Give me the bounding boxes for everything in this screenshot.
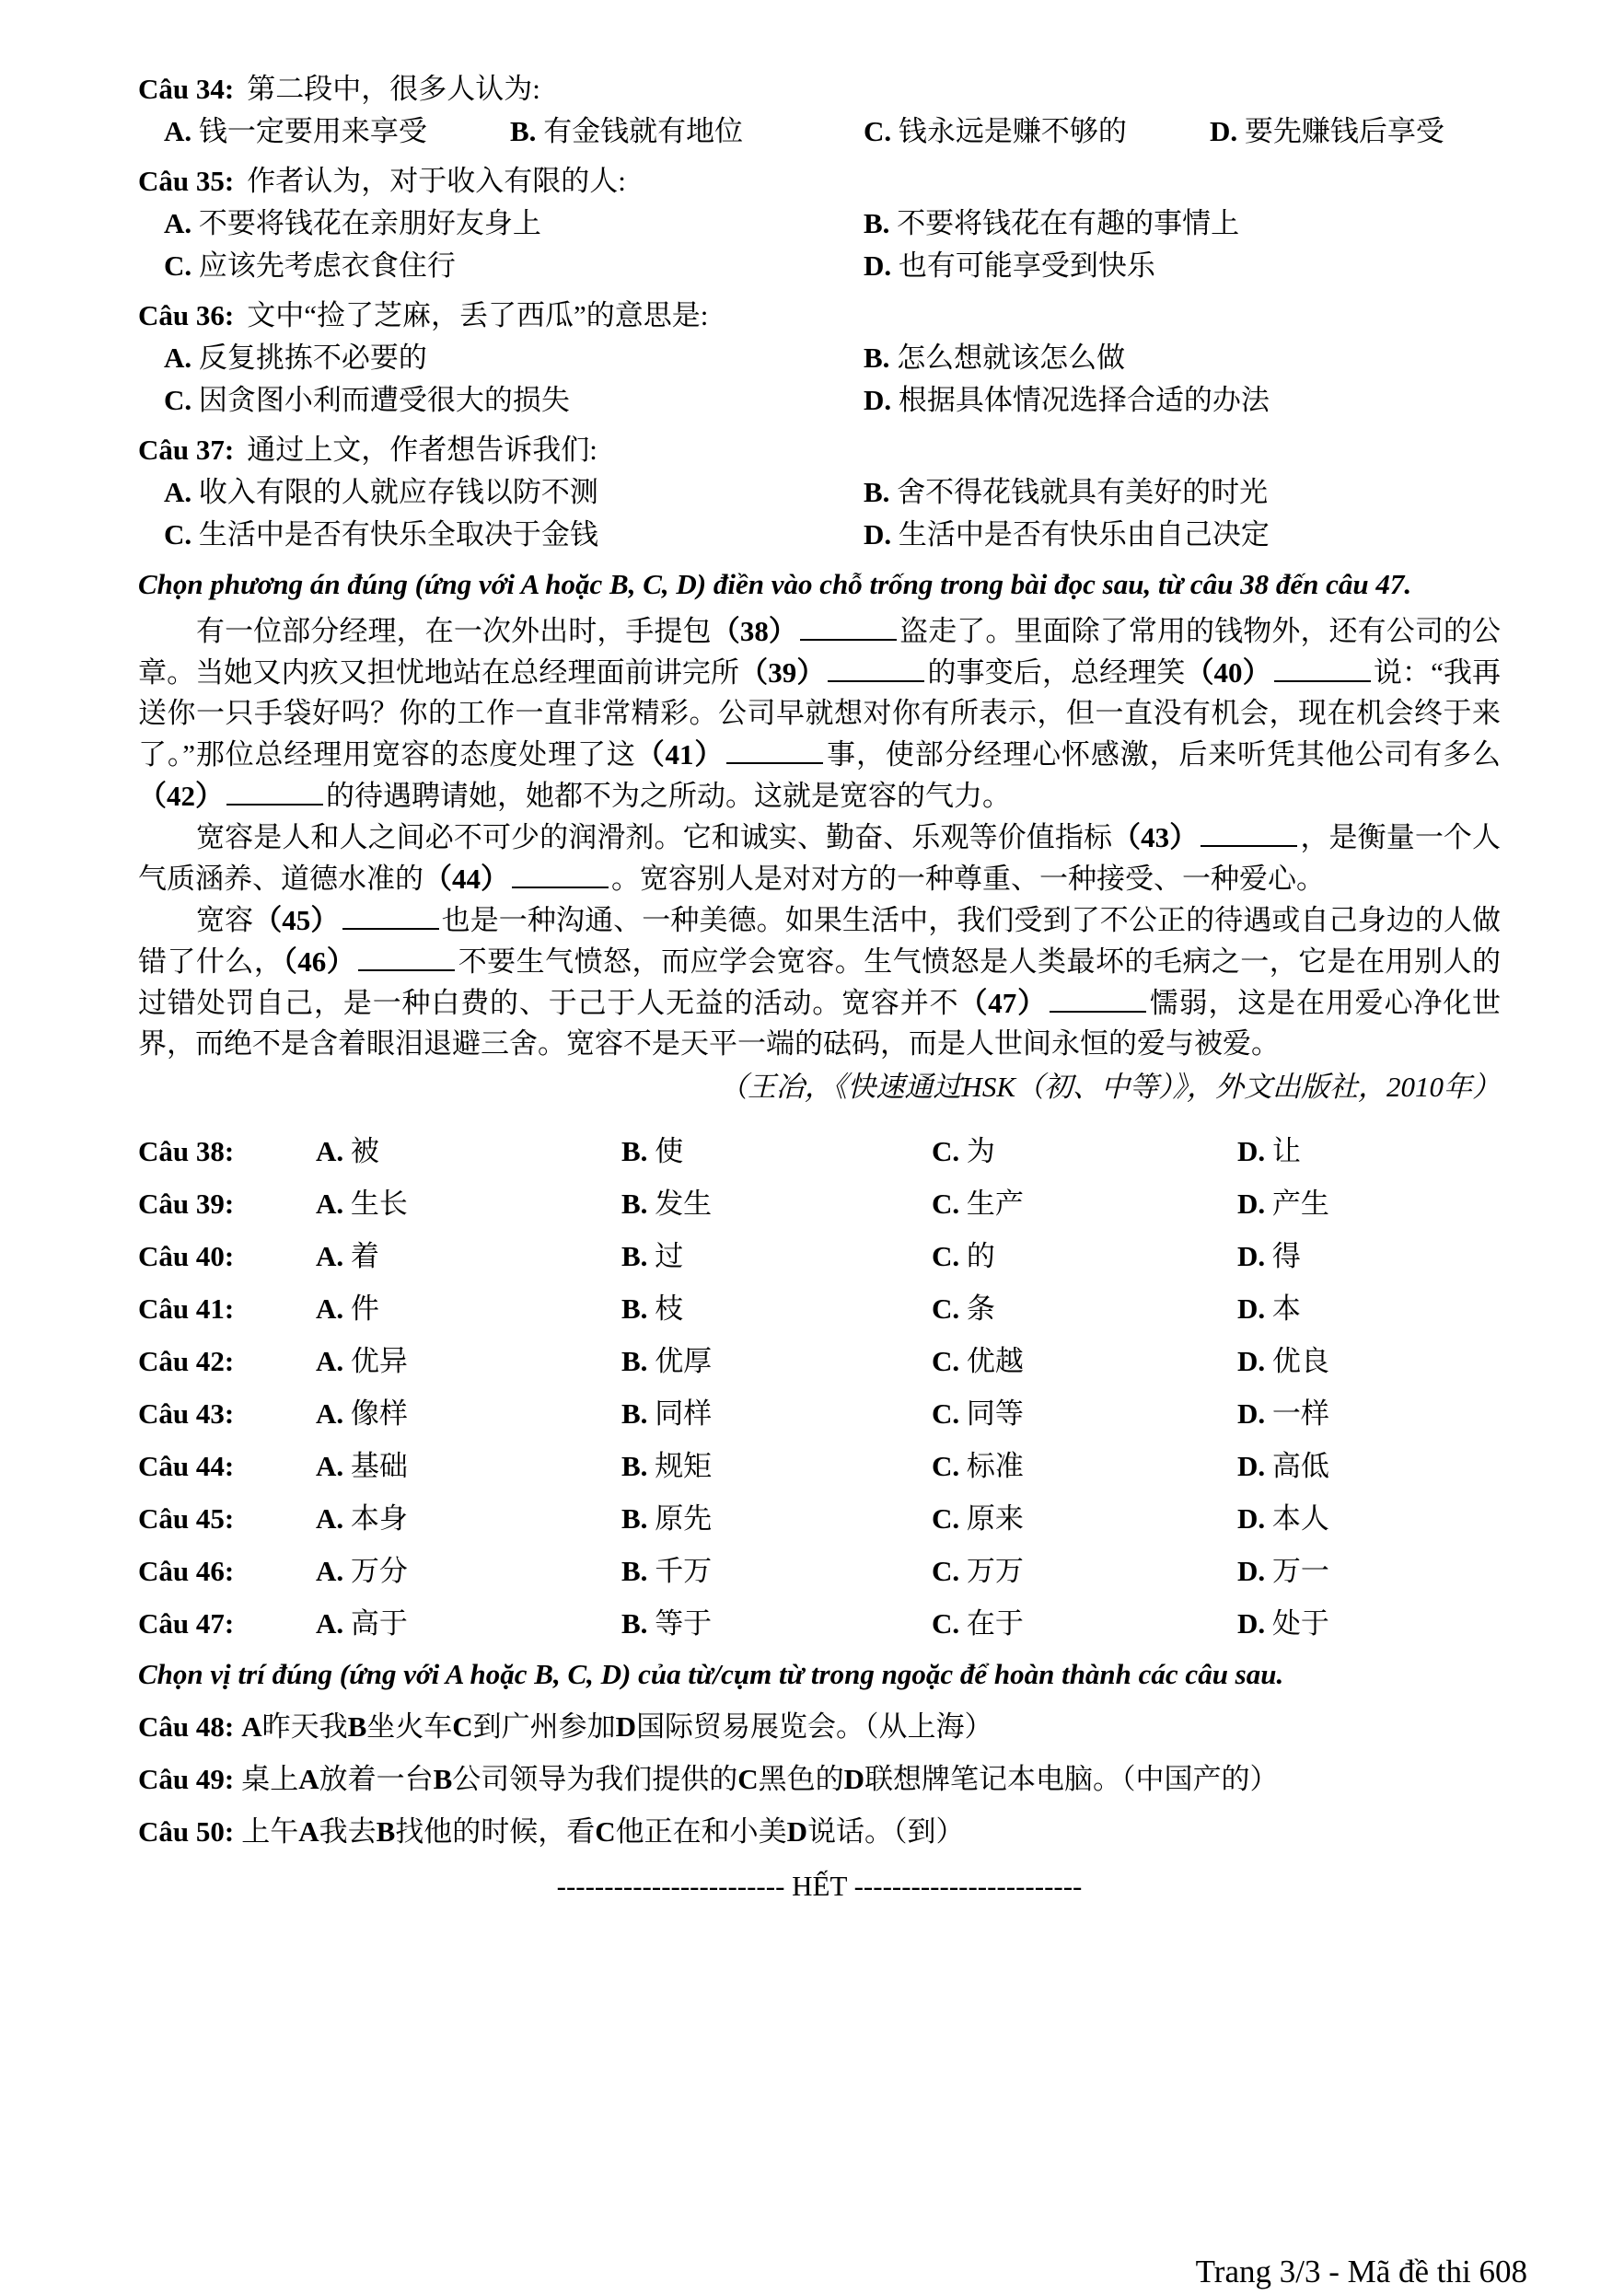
option-letter: A. bbox=[316, 1450, 344, 1482]
option: B. 怎么想就该怎么做 bbox=[864, 342, 1126, 374]
passage-paragraph: 宽容（45） 也是一种沟通、一种美德。如果生活中，我们受到了不公正的待遇或自己身边的人做错了什么，（46） 不要生气愤怒，而应学会宽容。生气愤怒是人类最坏的毛病之一，它是在用别人的过错处罚自己，是一种白费的、于己于人无益的活动。宽容并不（47） 懦弱，这是在用爱心净化世界，而绝不是含着眼泪退避三舍。宽容不是天平一端的砝码，而是人世间永恒的爱与被爱。 bbox=[138, 899, 1501, 1064]
options-row bbox=[138, 203, 1501, 287]
blank-number: （44） bbox=[423, 863, 509, 895]
option: A. 高于 bbox=[316, 1607, 408, 1640]
question-block bbox=[138, 68, 1501, 153]
cloze-row bbox=[138, 1177, 1501, 1230]
question-header bbox=[138, 429, 1501, 471]
question-header bbox=[138, 160, 1501, 203]
option-letter: C. bbox=[164, 518, 192, 551]
option-letter: D. bbox=[1237, 1397, 1266, 1430]
option-letter: D. bbox=[864, 249, 892, 282]
question-stem: 文中“捡了芝麻，丢了西瓜”的意思是: bbox=[247, 299, 709, 331]
question-label: Câu 34: bbox=[138, 73, 235, 105]
option-letter: D. bbox=[1237, 1240, 1266, 1272]
blank-line bbox=[726, 734, 823, 764]
option: A. 被 bbox=[316, 1135, 379, 1167]
cloze-row bbox=[138, 1597, 1501, 1650]
option-letter: C. bbox=[932, 1188, 960, 1220]
blank-number: （40） bbox=[1185, 656, 1271, 689]
option: A. 生长 bbox=[316, 1188, 408, 1220]
option: B. 有金钱就有地位 bbox=[510, 115, 744, 147]
passage-paragraph: 有一位部分经理，在一次外出时，手提包（38） 盗走了。里面除了常用的钱物外，还有公司的公章。当她又内疚又担忧地站在总经理面前讲完所（39） 的事变后，总经理笑（40） 说：“我再送你一只手袋好吗？你的工作一直非常精彩。公司早就想对你有所表示，但一直没有机会，现在机会终于来了。”那位总经理用宽容的态度处理了这（41） 事，使部分经理心怀感激，后来听凭其他公司有多么（42） 的待遇聘请她，她都不为之所动。这就是宽容的气力。 bbox=[138, 610, 1501, 817]
option: C. 优越 bbox=[932, 1345, 1024, 1377]
cloze-options-grid bbox=[138, 1125, 1501, 1650]
position-letter: D bbox=[786, 1815, 808, 1848]
question-header bbox=[138, 295, 1501, 337]
question-label: Câu 35: bbox=[138, 165, 235, 197]
cloze-row bbox=[138, 1440, 1501, 1492]
option: D. 本 bbox=[1237, 1292, 1301, 1325]
question-label: Câu 37: bbox=[138, 434, 235, 466]
cloze-row bbox=[138, 1335, 1501, 1387]
option: B. 规矩 bbox=[621, 1450, 713, 1482]
blank-number: （42） bbox=[138, 780, 224, 812]
option-letter: A. bbox=[316, 1292, 344, 1325]
position-letter: A bbox=[241, 1710, 262, 1743]
blank-line bbox=[342, 899, 439, 930]
option-letter: D. bbox=[864, 384, 892, 416]
blank-line bbox=[1274, 652, 1371, 682]
option: A. 件 bbox=[316, 1292, 379, 1325]
option-letter: C. bbox=[932, 1502, 960, 1535]
question-block bbox=[138, 160, 1501, 287]
option-letter: A. bbox=[164, 476, 192, 508]
position-letter: A bbox=[298, 1815, 319, 1848]
blank-number: （43） bbox=[1112, 821, 1199, 853]
blank-number: （39） bbox=[739, 656, 826, 689]
option: A. 着 bbox=[316, 1240, 379, 1272]
position-question: Câu 48: A昨天我B坐火车C到广州参加D国际贸易展览会。（从上海） bbox=[138, 1710, 993, 1743]
option-letter: D. bbox=[1237, 1555, 1266, 1587]
passage-paragraph: 宽容是人和人之间必不可少的润滑剂。它和诚实、勤奋、乐观等价值指标（43） ，是衡量一个人气质涵养、道德水准的（44） 。宽容别人是对对方的一种尊重、一种接受、一种爱心。 bbox=[138, 817, 1501, 899]
row-label: Câu 46: bbox=[138, 1555, 235, 1587]
option: A. 反复挑拣不必要的 bbox=[164, 342, 427, 374]
blank-number: （46） bbox=[283, 945, 356, 978]
row-label: Câu 41: bbox=[138, 1292, 235, 1325]
blank-line bbox=[358, 941, 455, 971]
option: A. 收入有限的人就应存钱以防不测 bbox=[164, 476, 598, 508]
option: D. 处于 bbox=[1237, 1607, 1329, 1640]
option: D. 一样 bbox=[1237, 1397, 1329, 1430]
option-letter: B. bbox=[864, 342, 890, 374]
cloze-row bbox=[138, 1492, 1501, 1545]
option: C. 应该先考虑衣食住行 bbox=[164, 249, 456, 282]
row-label: Câu 38: bbox=[138, 1135, 235, 1167]
option: B. 舍不得花钱就具有美好的时光 bbox=[864, 476, 1269, 508]
option: C. 标准 bbox=[932, 1450, 1024, 1482]
position-letter: B bbox=[376, 1815, 396, 1848]
question-label: Câu 48: bbox=[138, 1710, 235, 1743]
position-questions bbox=[138, 1700, 1501, 1858]
blank-line bbox=[800, 610, 897, 641]
option: B. 枝 bbox=[621, 1292, 684, 1325]
row-label: Câu 40: bbox=[138, 1240, 235, 1272]
option: A. 优异 bbox=[316, 1345, 408, 1377]
option-letter: C. bbox=[932, 1397, 960, 1430]
options-row bbox=[138, 110, 1501, 153]
option-letter: B. bbox=[621, 1450, 648, 1482]
blank-number: （47） bbox=[958, 987, 1047, 1019]
option: D. 万一 bbox=[1237, 1555, 1329, 1587]
option-letter: B. bbox=[510, 115, 537, 147]
option-letter: D. bbox=[1237, 1135, 1266, 1167]
option: B. 过 bbox=[621, 1240, 684, 1272]
option: A. 钱一定要用来享受 bbox=[164, 115, 427, 147]
position-letter: C bbox=[452, 1710, 473, 1743]
cloze-passage bbox=[138, 610, 1501, 1064]
cloze-row bbox=[138, 1125, 1501, 1177]
option-letter: C. bbox=[932, 1450, 960, 1482]
option-letter: B. bbox=[621, 1345, 648, 1377]
option-letter: A. bbox=[164, 115, 192, 147]
row-label: Câu 47: bbox=[138, 1607, 235, 1640]
option-letter: D. bbox=[1210, 115, 1238, 147]
option-letter: C. bbox=[932, 1555, 960, 1587]
cloze-row bbox=[138, 1387, 1501, 1440]
option-letter: C. bbox=[164, 249, 192, 282]
end-marker: ------------------------ HẾT ------------------------ bbox=[556, 1870, 1083, 1902]
blank-line bbox=[828, 652, 924, 682]
option: C. 万万 bbox=[932, 1555, 1024, 1587]
option-letter: B. bbox=[621, 1607, 648, 1640]
option: C. 在于 bbox=[932, 1607, 1024, 1640]
option-letter: D. bbox=[1237, 1345, 1266, 1377]
cloze-row bbox=[138, 1230, 1501, 1282]
option-letter: A. bbox=[164, 342, 192, 374]
option: B. 不要将钱花在有趣的事情上 bbox=[864, 207, 1240, 239]
page-footer: Trang 3/3 - Mã đề thi 608 bbox=[1195, 2254, 1527, 2289]
option-letter: C. bbox=[932, 1240, 960, 1272]
row-label: Câu 39: bbox=[138, 1188, 235, 1220]
option-letter: C. bbox=[932, 1607, 960, 1640]
option-letter: B. bbox=[621, 1292, 648, 1325]
option: B. 优厚 bbox=[621, 1345, 713, 1377]
blank-line bbox=[226, 775, 323, 806]
option-letter: D. bbox=[1237, 1607, 1266, 1640]
option-letter: B. bbox=[864, 476, 890, 508]
option-letter: D. bbox=[1237, 1188, 1266, 1220]
option-letter: B. bbox=[621, 1188, 648, 1220]
option: C. 为 bbox=[932, 1135, 995, 1167]
question-label: Câu 36: bbox=[138, 299, 235, 331]
option: C. 生产 bbox=[932, 1188, 1024, 1220]
blank-number: （41） bbox=[635, 738, 725, 771]
cloze-row bbox=[138, 1282, 1501, 1335]
option-letter: A. bbox=[316, 1502, 344, 1535]
option-letter: B. bbox=[621, 1397, 648, 1430]
option-letter: A. bbox=[316, 1188, 344, 1220]
option-letter: D. bbox=[1237, 1502, 1266, 1535]
option: D. 优良 bbox=[1237, 1345, 1329, 1377]
position-letter: B bbox=[347, 1710, 367, 1743]
option-letter: D. bbox=[864, 518, 892, 551]
option-letter: C. bbox=[932, 1345, 960, 1377]
option-letter: C. bbox=[932, 1135, 960, 1167]
option-letter: B. bbox=[621, 1135, 648, 1167]
option: A. 基础 bbox=[316, 1450, 408, 1482]
question-stem: 作者认为，对于收入有限的人: bbox=[247, 165, 626, 197]
option-letter: C. bbox=[932, 1292, 960, 1325]
row-label: Câu 42: bbox=[138, 1345, 235, 1377]
cloze-row bbox=[138, 1545, 1501, 1597]
cloze-instruction: Chọn phương án đúng (ứng với A hoặc B, C, D) điền vào chỗ trống trong bài đọc sau, từ câu 38 đến câu 47. bbox=[138, 568, 1412, 600]
option: C. 条 bbox=[932, 1292, 995, 1325]
option-letter: B. bbox=[621, 1240, 648, 1272]
blank-number: （45） bbox=[253, 904, 340, 936]
option: D. 得 bbox=[1237, 1240, 1301, 1272]
option-letter: C. bbox=[164, 384, 192, 416]
option-letter: A. bbox=[316, 1240, 344, 1272]
position-instruction: Chọn vị trí đúng (ứng với A hoặc B, C, D) của từ/cụm từ trong ngoặc để hoàn thành các câu sau. bbox=[138, 1658, 1284, 1690]
question-block bbox=[138, 429, 1501, 556]
blank-number: （38） bbox=[711, 615, 798, 647]
option-letter: A. bbox=[316, 1135, 344, 1167]
position-letter: C bbox=[595, 1815, 616, 1848]
option: A. 本身 bbox=[316, 1502, 408, 1535]
option-letter: D. bbox=[1237, 1450, 1266, 1482]
option: D. 根据具体情况选择合适的办法 bbox=[864, 384, 1270, 416]
row-label: Câu 43: bbox=[138, 1397, 235, 1430]
option: C. 钱永远是赚不够的 bbox=[864, 115, 1127, 147]
option-letter: A. bbox=[316, 1397, 344, 1430]
option-letter: A. bbox=[164, 207, 192, 239]
question-block bbox=[138, 295, 1501, 422]
option-letter: C. bbox=[864, 115, 892, 147]
position-letter: A bbox=[298, 1763, 319, 1795]
option: A. 万分 bbox=[316, 1555, 408, 1587]
option: D. 生活中是否有快乐由自己决定 bbox=[864, 518, 1270, 551]
option-letter: B. bbox=[864, 207, 890, 239]
option: D. 高低 bbox=[1237, 1450, 1329, 1482]
blank-line bbox=[1050, 982, 1146, 1013]
question-label: Câu 50: bbox=[138, 1815, 235, 1848]
option: B. 同样 bbox=[621, 1397, 713, 1430]
option: D. 要先赚钱后享受 bbox=[1210, 115, 1444, 147]
option: A. 不要将钱花在亲朋好友身上 bbox=[164, 207, 541, 239]
blank-line bbox=[1201, 817, 1297, 847]
option: C. 同等 bbox=[932, 1397, 1024, 1430]
row-label: Câu 44: bbox=[138, 1450, 235, 1482]
option: B. 等于 bbox=[621, 1607, 713, 1640]
option-letter: B. bbox=[621, 1502, 648, 1535]
option-letter: A. bbox=[316, 1345, 344, 1377]
option-letter: A. bbox=[316, 1555, 344, 1587]
question-header bbox=[138, 68, 1501, 110]
question-label: Câu 49: bbox=[138, 1763, 235, 1795]
position-question: Câu 49: 桌上A放着一台B公司领导为我们提供的C黑色的D联想牌笔记本电脑。（中国产的） bbox=[138, 1763, 1279, 1795]
row-label: Câu 45: bbox=[138, 1502, 235, 1535]
question-stem: 通过上文，作者想告诉我们: bbox=[247, 434, 597, 466]
option: D. 本人 bbox=[1237, 1502, 1329, 1535]
position-letter: B bbox=[433, 1763, 453, 1795]
option-letter: D. bbox=[1237, 1292, 1266, 1325]
question-stem: 第二段中，很多人认为: bbox=[247, 73, 540, 105]
option: D. 也有可能享受到快乐 bbox=[864, 249, 1155, 282]
option-letter: A. bbox=[316, 1607, 344, 1640]
option: C. 生活中是否有快乐全取决于金钱 bbox=[164, 518, 598, 551]
option: D. 产生 bbox=[1237, 1188, 1329, 1220]
option: C. 原来 bbox=[932, 1502, 1024, 1535]
options-row bbox=[138, 337, 1501, 422]
option: C. 因贪图小利而遭受很大的损失 bbox=[164, 384, 570, 416]
blank-line bbox=[512, 858, 609, 888]
position-letter: C bbox=[737, 1763, 759, 1795]
option: D. 让 bbox=[1237, 1135, 1301, 1167]
options-row bbox=[138, 471, 1501, 556]
option-letter: B. bbox=[621, 1555, 648, 1587]
option: C. 的 bbox=[932, 1240, 995, 1272]
option: B. 使 bbox=[621, 1135, 684, 1167]
position-question: Câu 50: 上午A我去B找他的时候，看C他正在和小美D说话。（到） bbox=[138, 1815, 965, 1848]
option: B. 发生 bbox=[621, 1188, 713, 1220]
position-letter: D bbox=[615, 1710, 637, 1743]
position-letter: D bbox=[843, 1763, 865, 1795]
reading-questions bbox=[138, 68, 1501, 556]
option: A. 像样 bbox=[316, 1397, 408, 1430]
citation: （王冶，《快速通过HSK（初、中等）》，外文出版社，2010年） bbox=[718, 1071, 1501, 1103]
option: B. 原先 bbox=[621, 1502, 713, 1535]
option: B. 千万 bbox=[621, 1555, 713, 1587]
